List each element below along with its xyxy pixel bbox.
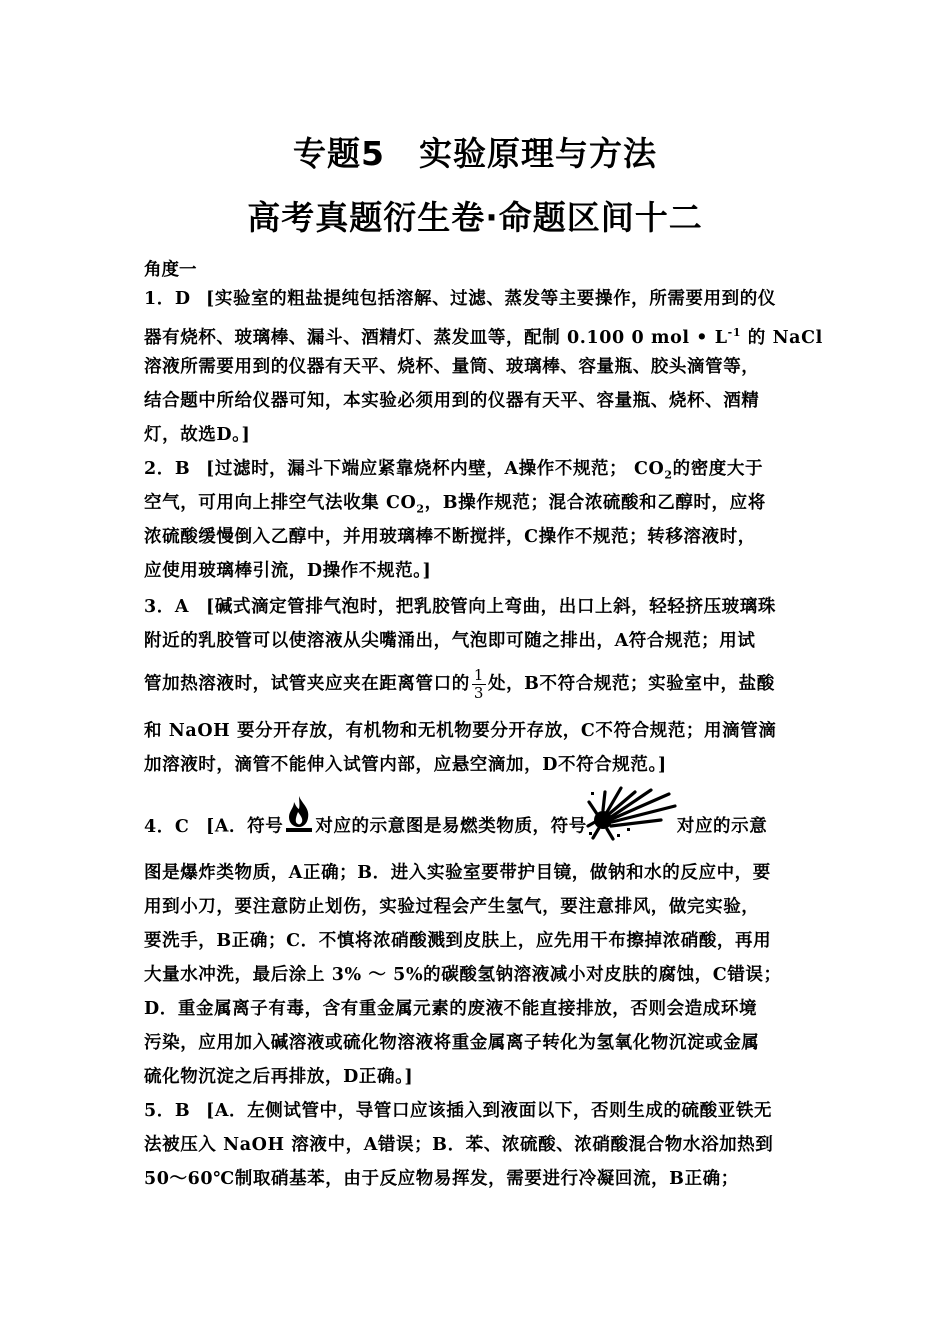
q1-line-1: 1．D [实验室的粗盐提纯包括溶解、过滤、蒸发等主要操作，所需要用到的仪 <box>144 289 776 309</box>
q2-line-4: 应使用玻璃棒引流，D操作不规范。] <box>144 561 432 581</box>
q1-number: 1．D <box>144 289 191 309</box>
q4-number: 4．C <box>144 816 190 837</box>
q3-line-1: 3．A [碱式滴定管排气泡时，把乳胶管向上弯曲，出口上斜，轻轻挤压玻璃珠 <box>144 597 776 617</box>
q2-line-1: 2．B [过滤时，漏斗下端应紧靠烧杯内壁，A操作不规范； $CO_2$的密度大于 <box>144 459 764 482</box>
q2-line-2: 空气，可用向上排空气法收集 $CO_2$，B操作规范；混合浓硫酸和乙醇时，应将 <box>144 493 766 516</box>
explosive-symbol-icon <box>587 784 677 870</box>
section-label: 角度一 <box>144 260 197 280</box>
q2-line-3: 浓硫酸缓慢倒入乙醇中，并用玻璃棒不断搅拌，C操作不规范；转移溶液时， <box>144 527 756 547</box>
q4-line-1: 4．C [A．符号 对应的示意图是易燃类物质，符号 对应的示意 <box>144 784 809 850</box>
q3-line-2: 附近的乳胶管可以使溶液从尖嘴涌出，气泡即可随之排出，A符合规范；用试 <box>144 631 756 651</box>
q3-line-5: 加溶液时，滴管不能伸入试管内部，应悬空滴加，D不符合规范。] <box>144 755 667 775</box>
q1-line-2: 器有烧杯、玻璃棒、漏斗、酒精灯、蒸发皿等，配制 0.100 0 mol • $L^{-1}$ 的 NaCl <box>144 326 823 348</box>
q4-line-5: 大量水冲洗，最后涂上 3% ～ 5%的碳酸氢钠溶液减小对皮肤的腐蚀，C错误； <box>144 965 782 985</box>
q4-line-8: 硫化物沉淀之后再排放，D正确。] <box>144 1067 414 1087</box>
q5-line-1: 5．B [A．左侧试管中，导管口应该插入到液面以下，否则生成的硫酸亚铁无 <box>144 1101 773 1121</box>
page-subtitle: 高考真题衍生卷·命题区间十二 <box>247 198 703 237</box>
q1-line-4: 结合题中所给仪器可知，本实验必须用到的仪器有天平、容量瓶、烧杯、酒精 <box>144 391 760 411</box>
flammable-symbol-icon <box>283 793 315 861</box>
q2-number: 2．B <box>144 459 191 479</box>
q1-line-3: 溶液所需要用到的仪器有天平、烧杯、量筒、玻璃棒、容量瓶、胶头滴管等， <box>144 357 760 377</box>
page-title: 专题5 实验原理与方法 <box>293 134 657 173</box>
q4-line-3: 用到小刀，要注意防止划伤，实验过程会产生氢气，要注意排风，做完实验， <box>144 897 760 917</box>
q4-line-6: D．重金属离子有毒，含有重金属元素的废液不能直接排放，否则会造成环境 <box>144 999 758 1019</box>
q3-number: 3．A <box>144 597 190 617</box>
fraction-one-third: $\frac{1}{3}$ <box>473 666 484 702</box>
q5-line-3: 50～60℃制取硝基苯，由于反应物易挥发，需要进行冷凝回流，B正确； <box>144 1169 739 1189</box>
q4-line-2: 图是爆炸类物质，A正确；B．进入实验室要带护目镜，做钠和水的反应中，要 <box>144 863 771 883</box>
q5-line-2: 法被压入 NaOH 溶液中，A错误；B．苯、浓硫酸、浓硝酸混合物水浴加热到 <box>144 1135 774 1155</box>
q3-line-3: 管加热溶液时，试管夹应夹在距离管口的 $\frac{1}{3}$ 处，B不符合规范；实验室中，盐酸 <box>144 666 775 702</box>
q3-line-4: 和 NaOH 要分开存放，有机物和无机物要分开存放，C不符合规范；用滴管滴 <box>144 721 777 741</box>
q1-line-5: 灯，故选D。] <box>144 425 251 445</box>
q4-line-4: 要洗手，B正确；C．不慎将浓硝酸溅到皮肤上，应先用干布擦掉浓硝酸，再用 <box>144 931 772 951</box>
q5-number: 5．B <box>144 1101 191 1121</box>
q4-line-7: 污染，应用加入碱溶液或硫化物溶液将重金属离子转化为氢氧化物沉淀或金属 <box>144 1033 760 1053</box>
